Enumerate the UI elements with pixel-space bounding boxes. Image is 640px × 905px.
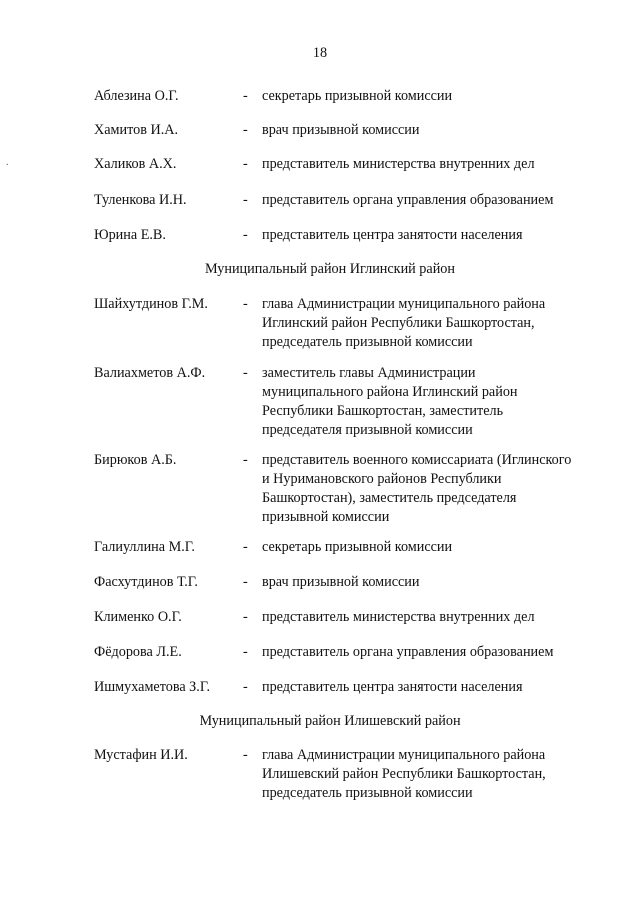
member-name: Хамитов И.А. (94, 122, 179, 138)
dash: - (243, 227, 248, 243)
district-heading: Муниципальный район Илишевский район (199, 713, 461, 729)
dash: - (243, 156, 248, 172)
member-name: Валиахметов А.Ф. (94, 365, 206, 381)
dash: - (243, 192, 248, 208)
member-role: глава Администрации муниципального района Илишевский район Республики Башкортостан, председатель призывной комиссии (262, 747, 546, 801)
member-role: врач призывной комиссии (262, 122, 420, 138)
member-name: Бирюков А.Б. (94, 452, 177, 468)
member-name: Фёдорова Л.Е. (94, 644, 182, 660)
margin-mark: . (6, 157, 9, 168)
member-name: Ишмухаметова З.Г. (94, 679, 210, 695)
member-role: секретарь призывной комиссии (262, 88, 453, 104)
member-role: представитель военного комиссариата (Иглинского и Нуримановского районов Республики Башкортостан), заместитель председателя призывной комиссии (262, 452, 572, 525)
dash: - (243, 88, 248, 104)
page-number: 18 (312, 45, 328, 61)
dash: - (243, 122, 248, 138)
dash: - (243, 644, 248, 660)
member-name: Шайхутдинов Г.М. (94, 296, 208, 312)
member-role: представитель органа управления образованием (262, 644, 554, 660)
member-name: Фасхутдинов Т.Г. (94, 574, 198, 590)
member-role: представитель министерства внутренних дел (262, 609, 535, 625)
member-role: врач призывной комиссии (262, 574, 420, 590)
member-role: представитель центра занятости населения (262, 227, 523, 243)
member-name: Аблезина О.Г. (94, 88, 179, 104)
member-role: представитель органа управления образованием (262, 192, 554, 208)
member-role: глава Администрации муниципального района Иглинский район Республики Башкортостан, председатель призывной комиссии (262, 296, 546, 350)
dash: - (243, 574, 248, 590)
member-role: заместитель главы Администрации муниципального района Иглинский район Республики Башкортостан, заместитель председателя призывной комиссии (262, 365, 518, 438)
member-name: Клименко О.Г. (94, 609, 182, 625)
dash: - (243, 296, 248, 312)
dash: - (243, 609, 248, 625)
dash: - (243, 365, 248, 381)
member-role: представитель министерства внутренних дел (262, 156, 535, 172)
dash: - (243, 679, 248, 695)
member-name: Халиков А.Х. (94, 156, 177, 172)
district-heading: Муниципальный район Иглинский район (205, 261, 455, 277)
member-name: Юрина Е.В. (94, 227, 166, 243)
dash: - (243, 539, 248, 555)
member-name: Туленкова И.Н. (94, 192, 187, 208)
member-role: представитель центра занятости населения (262, 679, 523, 695)
member-name: Галиуллина М.Г. (94, 539, 195, 555)
dash: - (243, 747, 248, 763)
member-name: Мустафин И.И. (94, 747, 188, 763)
dash: - (243, 452, 248, 468)
member-role: секретарь призывной комиссии (262, 539, 453, 555)
